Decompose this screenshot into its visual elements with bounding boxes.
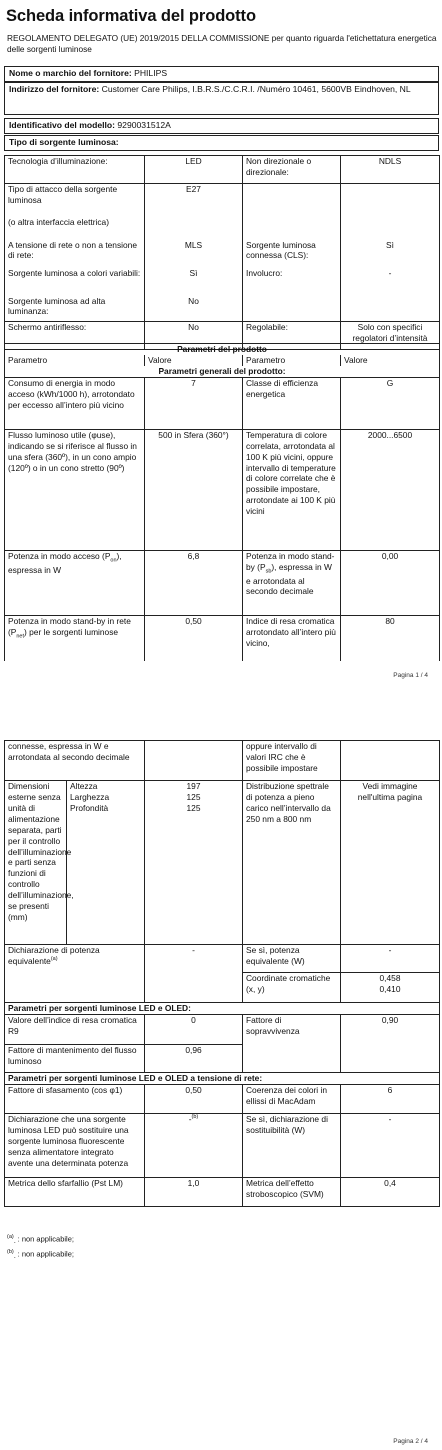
colour-tunable-value: Sì (145, 268, 243, 296)
empty-cell (341, 741, 440, 781)
page-2 (0, 726, 442, 1450)
r9-value: 0 (145, 1014, 243, 1044)
survival-factor-label: Fattore di sopravvivenza (243, 1014, 341, 1044)
energy-class-label: Classe di efficienza energetica (243, 377, 341, 429)
survival-factor-value: 0,90 (341, 1014, 440, 1044)
on-mode-power-value: 6,8 (145, 550, 243, 615)
envelope-value: - (341, 268, 440, 296)
lighting-tech-label: Tecnologia d’illuminazione: (5, 156, 145, 184)
chromaticity-label: Coordinate cromatiche (x, y) (243, 973, 341, 1003)
footnote-b: $^{(b)}_-$ : non applicabile; (7, 1249, 74, 1261)
empty-cell (243, 184, 341, 240)
mains-label: A tensione di rete o non a tensione di rete: (5, 240, 145, 268)
r9-label: Valore dell’indice di resa cromatica R9 (5, 1014, 145, 1044)
technology-table (4, 155, 440, 350)
supplier-name-value: PHILIPS (134, 68, 168, 78)
supplier-address-label: Indirizzo del fornitore: (9, 84, 100, 94)
high-luminance-label: Sorgente luminosa ad alta luminanza: (5, 296, 145, 322)
network-standby-label-cont: connesse, espressa in W e arrotondata al secondo decimale (5, 741, 145, 781)
height-label: Altezza (70, 781, 98, 791)
standby-power-value: 0,00 (341, 550, 440, 615)
dimmable-label: Regolabile: (243, 322, 341, 350)
envelope-label: Involucro: (243, 268, 341, 296)
supplier-address-row (4, 82, 439, 115)
width-value: 125 (186, 791, 201, 802)
dimension-values (145, 781, 243, 945)
led-replacement-value: -$^{(b)}$ (145, 1113, 243, 1177)
mains-value: MLS (145, 240, 243, 268)
model-id-row (4, 118, 439, 134)
macadam-label: Coerenza dei colori in ellissi di MacAdam (243, 1084, 341, 1113)
equivalent-power-value: - (145, 945, 243, 973)
spectral-distribution-value: Vedi immagine nell'ultima pagina (341, 781, 440, 945)
empty-cell (5, 973, 145, 1003)
anti-glare-label: Schermo antiriflesso: (5, 322, 145, 350)
equivalent-power-w-value: - (341, 945, 440, 973)
col-value-header: Valore (145, 355, 243, 366)
page-number: Pagina 2 / 4 (393, 1438, 428, 1445)
mains-led-parameters-header: Parametri per sorgenti luminose LED e OLED a tensione di rete: (5, 1072, 440, 1084)
col-param-header: Parametro (5, 355, 145, 366)
flicker-value: 1,0 (145, 1177, 243, 1206)
page-1 (0, 0, 442, 684)
high-luminance-value: No (145, 296, 243, 322)
empty-cell (341, 296, 440, 322)
empty-cell (243, 296, 341, 322)
dimmable-value: Solo con specifici regolatori d’intensità (341, 322, 440, 350)
led-parameters-header: Parametri per sorgenti luminose LED e OLED: (5, 1003, 440, 1015)
supplier-name-row (4, 66, 439, 82)
power-factor-label: Fattore di sfasamento (cos φ1) (5, 1084, 145, 1113)
replacement-w-label: Se sì, dichiarazione di sostituibilità (W) (243, 1113, 341, 1177)
power-factor-value: 0,50 (145, 1084, 243, 1113)
cri-value: 80 (341, 615, 440, 661)
useful-flux-label: Flusso luminoso utile (φuse), indicando se si riferisce al flusso in una sfera (360º), in un cono ampio (120º) o in un cono stretto (90º) (5, 429, 145, 550)
empty-cell (341, 1044, 440, 1072)
lumen-maintenance-label: Fattore di mantenimento del flusso luminoso (5, 1044, 145, 1072)
product-parameters-header: Parametri del prodotto (5, 344, 440, 355)
cri-label-cont: oppure intervallo di valori IRC che è possibile impostare (243, 741, 341, 781)
energy-class-value: G (341, 377, 440, 429)
on-mode-power-label: Potenza in modo acceso $(P_{on})$, espressa in W (5, 550, 145, 615)
empty-cell (243, 1044, 341, 1072)
empty-cell (145, 973, 243, 1003)
col-param-header: Parametro (243, 355, 341, 366)
network-standby-label: Potenza in modo stand-by in rete $(P_{net})$ per le sorgenti luminose (5, 615, 145, 661)
replacement-w-value: - (341, 1113, 440, 1177)
led-replacement-label: Dichiarazione che una sorgente luminosa LED può sostituire una sorgente luminosa fluorescente senza alimentatore integrato avente una determinata potenza (5, 1113, 145, 1177)
useful-flux-value: 500 in Sfera (360°) (145, 429, 243, 550)
page-number: Pagina 1 / 4 (393, 672, 428, 679)
product-parameters-table (4, 343, 440, 661)
depth-value: 125 (186, 802, 201, 813)
regulation-text: REGOLAMENTO DELEGATO (UE) 2019/2015 DELLA COMMISSIONE per quanto riguarda l'etichettatura energetica delle sorgenti luminose (7, 33, 437, 54)
energy-consumption-value: 7 (145, 377, 243, 429)
chromaticity-value: 0,458 0,410 (341, 973, 440, 1003)
depth-label: Profondità (70, 802, 109, 813)
anti-glare-value: No (145, 322, 243, 350)
nondir-value: NDLS (341, 156, 440, 184)
macadam-value: 6 (341, 1084, 440, 1113)
outer-dimensions-label: Dimensioni esterne senza unità di alimentazione separata, parti per il controllo dell’illuminazione e parti senza funzioni di controllo dell’illuminazione, se presenti (mm) (5, 781, 67, 945)
footnote-a: $^{(a)}_-$ : non applicabile; (7, 1234, 74, 1246)
source-type-label: Tipo di sorgente luminosa: (9, 137, 119, 147)
nondir-label: Non direzionale o direzionale: (243, 156, 341, 184)
cri-label: Indice di resa cromatica arrotondato all’intero più vicino, (243, 615, 341, 661)
flicker-label: Metrica dello sfarfallio (Pst LM) (5, 1177, 145, 1206)
model-id-label: Identificativo del modello: (9, 120, 115, 130)
cct-label: Temperatura di colore correlata, arrotondata al 100 K più vicini, oppure intervallo di temperature di colore correlate che è possibile impostare, arrotondate ai 100 K più vicini (243, 429, 341, 550)
col-value-header: Valore (341, 355, 440, 366)
empty-cell (145, 741, 243, 781)
cap-type-value: E27 (145, 184, 243, 240)
stroboscopic-label: Metrica dell’effetto stroboscopico (SVM) (243, 1177, 341, 1206)
dimension-names (67, 781, 145, 945)
source-type-row (4, 135, 439, 151)
document-title: Scheda informativa del prodotto (6, 7, 256, 25)
network-standby-value: 0,50 (145, 615, 243, 661)
cls-value: Sì (341, 240, 440, 268)
supplier-address-value: Customer Care Philips, I.B.R.S./C.C.R.I. /Numéro 10461, 5600VB Eindhoven, NL (101, 84, 411, 94)
equivalent-power-w-label: Se sì, potenza equivalente (W) (243, 945, 341, 973)
general-parameters-header: Parametri generali del prodotto: (5, 366, 440, 377)
product-parameters-table-cont (4, 740, 440, 1207)
supplier-name-label: Nome o marchio del fornitore: (9, 68, 132, 78)
spectral-distribution-label: Distribuzione spettrale di potenza a pieno carico nell’intervallo da 250 nm a 800 nm (243, 781, 341, 945)
equivalent-power-label: Dichiarazione di potenza equivalente$^{(a)}$ (5, 945, 145, 973)
stroboscopic-value: 0,4 (341, 1177, 440, 1206)
energy-consumption-label: Consumo di energia in modo acceso (kWh/1000 h), arrotondato per eccesso all’intero più vicino (5, 377, 145, 429)
cct-value: 2000...6500 (341, 429, 440, 550)
colour-tunable-label: Sorgente luminosa a colori variabili: (5, 268, 145, 296)
model-id-value: 9290031512A (117, 120, 171, 130)
lighting-tech-value: LED (145, 156, 243, 184)
lumen-maintenance-value: 0,96 (145, 1044, 243, 1072)
cap-type-label: Tipo di attacco della sorgente luminosa (o altra interfaccia elettrica) (5, 184, 145, 240)
cls-label: Sorgente luminosa connessa (CLS): (243, 240, 341, 268)
height-value: 197 (186, 781, 201, 791)
empty-cell (341, 184, 440, 240)
width-label: Larghezza (70, 791, 110, 802)
standby-power-label: Potenza in modo stand-by $(P_{sb})$, espressa in W e arrotondata al secondo decimale (243, 550, 341, 615)
